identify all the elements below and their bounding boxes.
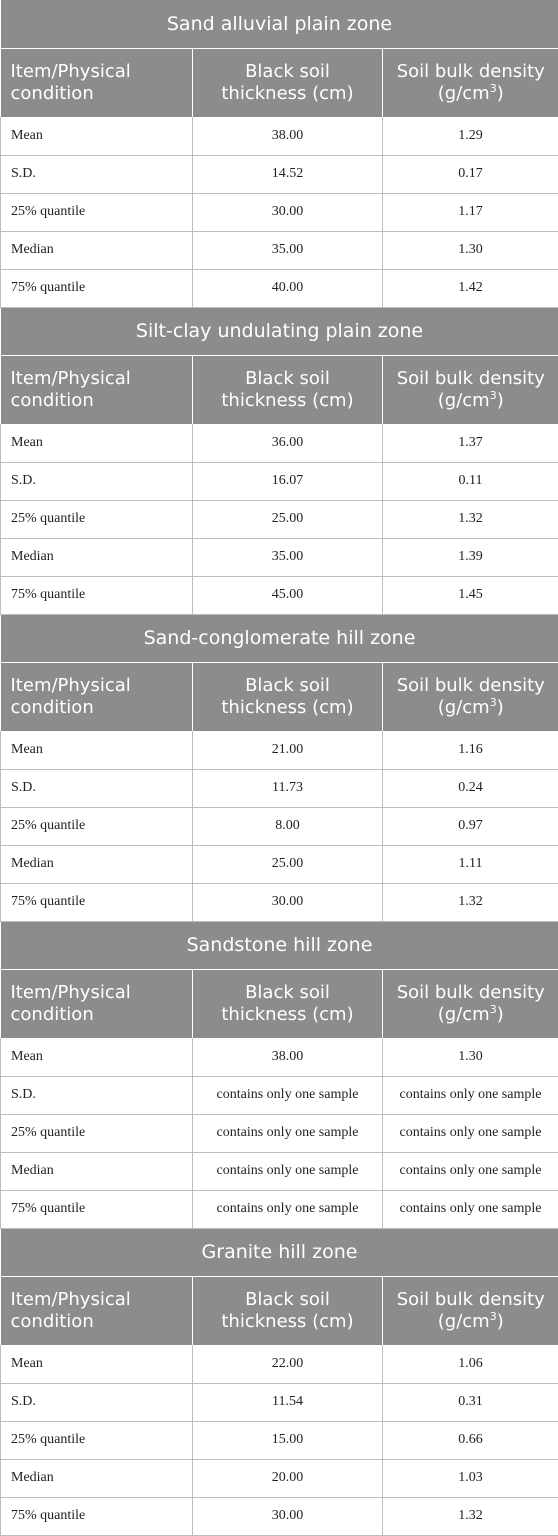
zone-title-row [1, 921, 558, 969]
row-density: 1.32 [383, 1497, 558, 1535]
row-item: 25% quantile [1, 500, 193, 538]
row-density: 0.24 [383, 769, 558, 807]
zone-title-row [1, 614, 558, 662]
row-density: 1.30 [383, 231, 558, 269]
row-thickness: 30.00 [193, 193, 383, 231]
header-density [383, 662, 558, 731]
row-density: 1.16 [383, 731, 558, 769]
row-thickness: 25.00 [193, 845, 383, 883]
header-density [383, 355, 558, 424]
row-thickness: contains only one sample [193, 1114, 383, 1152]
header-density-prefix: (g/cm [438, 1311, 490, 1332]
row-density: 0.11 [383, 462, 558, 500]
row-thickness: 15.00 [193, 1421, 383, 1459]
header-thickness-line2: thickness (cm) [221, 83, 353, 104]
row-thickness: contains only one sample [193, 1076, 383, 1114]
row-thickness: 21.00 [193, 731, 383, 769]
row-density: 0.66 [383, 1421, 558, 1459]
row-thickness: 40.00 [193, 269, 383, 307]
row-density: 1.32 [383, 883, 558, 921]
zone-title-row [1, 0, 558, 48]
table-row [1, 1038, 558, 1076]
header-density-suffix: ) [497, 1311, 504, 1332]
header-density-suffix: ) [497, 697, 504, 718]
row-density: 0.97 [383, 807, 558, 845]
header-item: Item/Physical condition [1, 48, 193, 117]
header-density [383, 48, 558, 117]
row-density: 1.11 [383, 845, 558, 883]
row-density: 0.17 [383, 155, 558, 193]
row-item: S.D. [1, 1076, 193, 1114]
row-item: S.D. [1, 1383, 193, 1421]
row-thickness: 36.00 [193, 424, 383, 462]
table-row [1, 1383, 558, 1421]
header-thickness-line1: Black soil [245, 982, 330, 1003]
table-row [1, 883, 558, 921]
row-thickness: 8.00 [193, 807, 383, 845]
row-item: 25% quantile [1, 193, 193, 231]
row-item: Median [1, 538, 193, 576]
header-density-suffix: ) [497, 390, 504, 411]
table-row [1, 193, 558, 231]
zone-title: Sand-conglomerate hill zone [1, 614, 558, 662]
header-item: Item/Physical condition [1, 662, 193, 731]
row-density: contains only one sample [383, 1190, 558, 1228]
table-row [1, 500, 558, 538]
table-row [1, 769, 558, 807]
header-thickness-line1: Black soil [245, 61, 330, 82]
row-density: contains only one sample [383, 1076, 558, 1114]
row-thickness: 11.73 [193, 769, 383, 807]
row-density: 1.17 [383, 193, 558, 231]
row-item: S.D. [1, 769, 193, 807]
header-item: Item/Physical condition [1, 355, 193, 424]
row-density: 1.45 [383, 576, 558, 614]
header-thickness-line1: Black soil [245, 368, 330, 389]
table-body [1, 0, 558, 1535]
row-density: 1.30 [383, 1038, 558, 1076]
row-item: 75% quantile [1, 883, 193, 921]
table-row [1, 1497, 558, 1535]
row-thickness: 30.00 [193, 883, 383, 921]
header-density-line1: Soil bulk density [397, 1289, 545, 1310]
row-item: S.D. [1, 462, 193, 500]
table-row [1, 424, 558, 462]
row-item: S.D. [1, 155, 193, 193]
header-density-prefix: (g/cm [438, 1004, 490, 1025]
table-row [1, 538, 558, 576]
header-row [1, 1276, 558, 1345]
row-item: Median [1, 231, 193, 269]
row-thickness: 20.00 [193, 1459, 383, 1497]
header-density-sup: 3 [490, 1003, 497, 1016]
row-thickness: contains only one sample [193, 1190, 383, 1228]
row-item: Mean [1, 1038, 193, 1076]
row-item: Mean [1, 424, 193, 462]
header-density [383, 1276, 558, 1345]
header-density-line1: Soil bulk density [397, 982, 545, 1003]
row-density: 1.39 [383, 538, 558, 576]
row-density: contains only one sample [383, 1114, 558, 1152]
row-density: 1.06 [383, 1345, 558, 1383]
header-thickness-line2: thickness (cm) [221, 390, 353, 411]
row-thickness: 25.00 [193, 500, 383, 538]
header-density-sup: 3 [490, 1310, 497, 1323]
header-density-line1: Soil bulk density [397, 675, 545, 696]
table-row [1, 231, 558, 269]
header-thickness-line1: Black soil [245, 1289, 330, 1310]
table-row [1, 269, 558, 307]
row-item: Median [1, 1152, 193, 1190]
table-row [1, 1152, 558, 1190]
row-density: 0.31 [383, 1383, 558, 1421]
row-thickness: 22.00 [193, 1345, 383, 1383]
row-item: 25% quantile [1, 1114, 193, 1152]
row-density: 1.37 [383, 424, 558, 462]
header-thickness-line1: Black soil [245, 675, 330, 696]
header-thickness [193, 662, 383, 731]
row-thickness: 35.00 [193, 538, 383, 576]
zone-title: Silt-clay undulating plain zone [1, 307, 558, 355]
header-row [1, 48, 558, 117]
header-row [1, 662, 558, 731]
row-thickness: 38.00 [193, 1038, 383, 1076]
row-thickness: contains only one sample [193, 1152, 383, 1190]
row-item: 75% quantile [1, 1497, 193, 1535]
table-row [1, 1345, 558, 1383]
table-row [1, 1190, 558, 1228]
header-density-sup: 3 [490, 82, 497, 95]
table-row [1, 845, 558, 883]
header-thickness [193, 48, 383, 117]
header-thickness [193, 355, 383, 424]
row-item: Mean [1, 1345, 193, 1383]
table-row [1, 1076, 558, 1114]
row-thickness: 11.54 [193, 1383, 383, 1421]
row-item: Median [1, 845, 193, 883]
row-item: 75% quantile [1, 269, 193, 307]
table-row [1, 1421, 558, 1459]
zone-title: Sand alluvial plain zone [1, 0, 558, 48]
header-density-line1: Soil bulk density [397, 368, 545, 389]
row-density: 1.42 [383, 269, 558, 307]
table-row [1, 1459, 558, 1497]
header-thickness-line2: thickness (cm) [221, 1004, 353, 1025]
row-density: 1.03 [383, 1459, 558, 1497]
row-item: Mean [1, 731, 193, 769]
row-thickness: 14.52 [193, 155, 383, 193]
header-density-prefix: (g/cm [438, 390, 490, 411]
header-item: Item/Physical condition [1, 969, 193, 1038]
table-row [1, 576, 558, 614]
row-item: Median [1, 1459, 193, 1497]
row-thickness: 45.00 [193, 576, 383, 614]
table-row [1, 155, 558, 193]
row-density: 1.32 [383, 500, 558, 538]
zone-title-row [1, 1228, 558, 1276]
zone-title: Granite hill zone [1, 1228, 558, 1276]
header-density-prefix: (g/cm [438, 83, 490, 104]
header-item: Item/Physical condition [1, 1276, 193, 1345]
row-density: 1.29 [383, 117, 558, 155]
row-item: 25% quantile [1, 807, 193, 845]
header-thickness-line2: thickness (cm) [221, 697, 353, 718]
row-item: 75% quantile [1, 1190, 193, 1228]
header-thickness [193, 969, 383, 1038]
row-thickness: 38.00 [193, 117, 383, 155]
row-item: Mean [1, 117, 193, 155]
header-density-suffix: ) [497, 83, 504, 104]
row-thickness: 30.00 [193, 1497, 383, 1535]
header-row [1, 969, 558, 1038]
table-row [1, 1114, 558, 1152]
table-row [1, 462, 558, 500]
header-density-line1: Soil bulk density [397, 61, 545, 82]
table-row [1, 731, 558, 769]
header-thickness [193, 1276, 383, 1345]
row-item: 25% quantile [1, 1421, 193, 1459]
header-row [1, 355, 558, 424]
table-row [1, 807, 558, 845]
header-density-prefix: (g/cm [438, 697, 490, 718]
header-density-sup: 3 [490, 696, 497, 709]
header-density [383, 969, 558, 1038]
header-thickness-line2: thickness (cm) [221, 1311, 353, 1332]
header-density-sup: 3 [490, 389, 497, 402]
zone-title-row [1, 307, 558, 355]
row-thickness: 35.00 [193, 231, 383, 269]
row-density: contains only one sample [383, 1152, 558, 1190]
header-density-suffix: ) [497, 1004, 504, 1025]
zone-title: Sandstone hill zone [1, 921, 558, 969]
table-row [1, 117, 558, 155]
row-item: 75% quantile [1, 576, 193, 614]
row-thickness: 16.07 [193, 462, 383, 500]
